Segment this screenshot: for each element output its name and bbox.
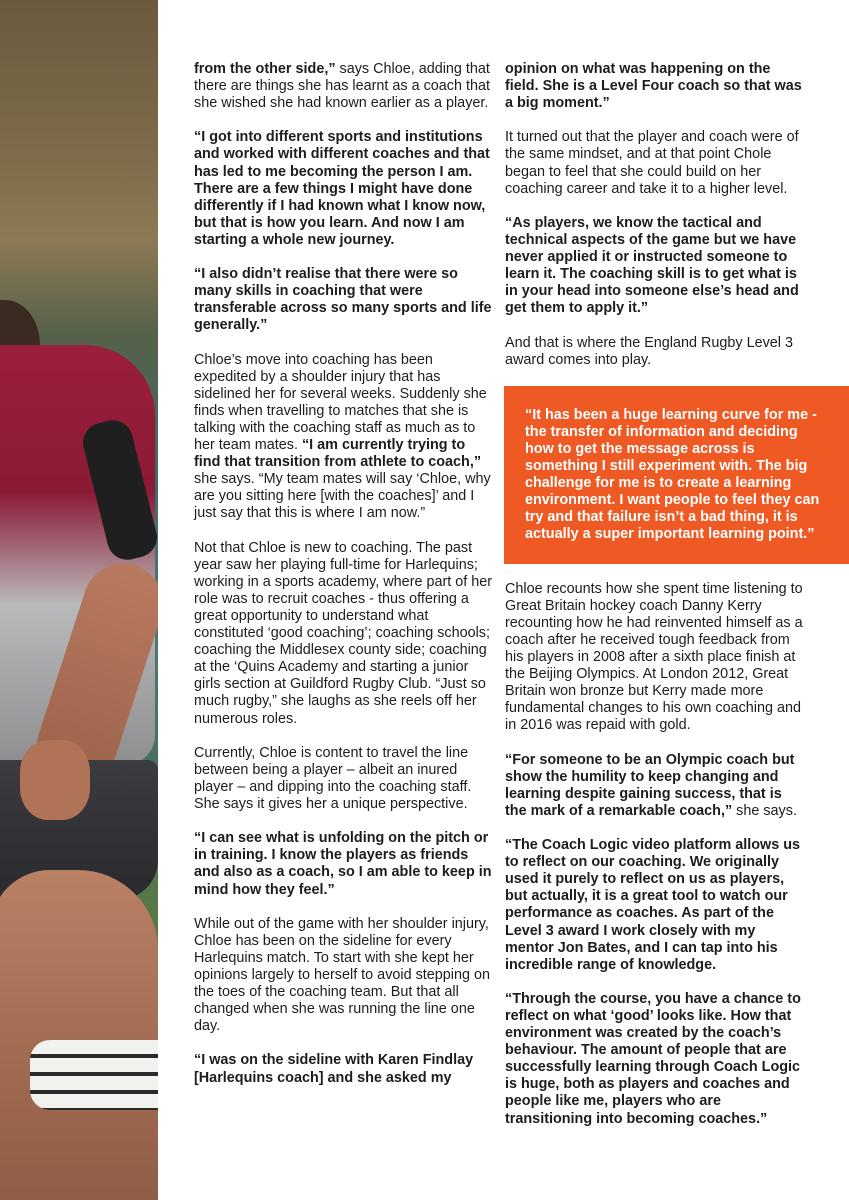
rugby-player-photo <box>0 0 158 1200</box>
paragraph: Chloe recounts how she spent time listening to Great Britain hockey coach Danny Kerry recounting how he had reinvented himself as a coach after he received tough feedback from his players in 2008 after a sixth place finish at the Beijing Olympics. At London 2012, Great Britain won bronze but Kerry made more fundamental changes to his own coaching and in 2016 was repaid with gold. <box>505 580 803 734</box>
paragraph-text: she says. <box>732 802 797 819</box>
inline-quote-bold: “I am currently trying to find that transition from athlete to coach,” <box>194 437 482 471</box>
paragraph <box>194 61 494 112</box>
pull-quote-text: “It has been a huge learning curve for me - the transfer of information and deciding how to get the message across is something I still experiment with. The big challenge for me is to create a learning environment. I want people to feel they can try and that failure isn’t a bad thing, it is actually a super important learning point.” <box>525 406 820 543</box>
quote-paragraph: opinion on what was happening on the field. She is a Level Four coach so that was a big moment.” <box>505 61 802 112</box>
paragraph: Currently, Chloe is content to travel the line between being a player – albeit an inured player – and dipping into the coaching staff. She says it gives her a unique perspective. <box>194 744 472 813</box>
paragraph: It turned out that the player and coach were of the same mindset, and at that point Chole began to feel that she could build on her coaching career and take it to a higher level. <box>505 129 799 197</box>
player-knee-tape-shape <box>30 1040 158 1110</box>
paragraph-text: she says. “My team mates will say ‘Chloe, why are you sitting here [with the coaches]’ and I just say that this is where I am now.” <box>194 471 491 522</box>
quote-paragraph: “I also didn’t realise that there were so many skills in coaching that were transferable across so many sports and life generally.” <box>194 266 492 334</box>
paragraph: Not that Chloe is new to coaching. The past year saw her playing full-time for Harlequins; working in a sports academy, where part of her role was to recruit coaches - thus offering a great opportunity to understand what constituted ‘good coaching’; coaching schools; coaching the Middlesex county side; coaching at the ‘Quins Academy and starting a junior girls section at Guildford Rugby Club. “Just so much rugby,” she laughs as she reels off her numerous roles. <box>194 539 493 727</box>
paragraph <box>505 752 805 820</box>
inline-quote-bold: “For someone to be an Olympic coach but show the humility to keep changing and learning despite gaining success, that is the mark of a remarkable coach,” <box>505 751 795 819</box>
quote-paragraph: “As players, we know the tactical and technical aspects of the game but we have never applied it or instructed someone to learn it. The coaching skill is to get what is in your head into someone else’s head and get them to apply it.” <box>505 214 799 317</box>
paragraph-text: Chloe’s move into coaching has been expedited by a shoulder injury that has sidelined her for several weeks. Suddenly she finds when travelling to matches that she is talking with the coaching staff as much as to her team mates. <box>194 351 487 454</box>
player-hand-shape <box>20 740 90 820</box>
paragraph: While out of the game with her shoulder injury, Chloe has been on the sideline for every Harlequins match. To start with she kept her opinions largely to herself to avoid stepping on the toes of the coaching team. But that all changed when she was running the line one day. <box>194 915 490 1035</box>
quote-paragraph: “I was on the sideline with Karen Findlay [Harlequins coach] and she asked my <box>194 1052 474 1086</box>
pull-quote-box <box>504 386 849 564</box>
quote-paragraph: “The Coach Logic video platform allows us to reflect on our coaching. We originally used it purely to reflect on us as players, but actually, it is a great tool to watch our performance as coaches. As part of the Level 3 award I work closely with my mentor Jon Bates, and I can tap into his incredible range of knowledge. <box>505 837 801 973</box>
paragraph: And that is where the England Rugby Level 3 award comes into play. <box>505 334 794 368</box>
article-column-right <box>505 61 820 1145</box>
quote-paragraph: “Through the course, you have a chance to reflect on what ‘good’ looks like. How that environment was created by the coach’s behaviour. The amount of people that are successfully learning through Coach Logic is huge, both as players and coaches and people like me, players who are transitioning into becoming coaches.” <box>505 990 801 1127</box>
player-leg-shape <box>0 870 158 1200</box>
paragraph-text: says Chloe, adding that there are things she has learnt as a coach that she wished she had known earlier as a player. <box>194 61 490 112</box>
paragraph <box>194 352 494 523</box>
article-column-left <box>194 61 494 1104</box>
quote-paragraph: “I got into different sports and institutions and worked with different coaches and that has led to me becoming the person I am. There are a few things I might have done differently if I had known what I know now, but that is how you learn. And now I am starting a whole new journey. <box>194 129 490 248</box>
quote-end-bold: from the other side,” <box>194 61 336 77</box>
quote-paragraph: “I can see what is unfolding on the pitch or in training. I know the players as friends and also as a coach, so I am able to keep in mind how they feel.” <box>194 830 492 898</box>
